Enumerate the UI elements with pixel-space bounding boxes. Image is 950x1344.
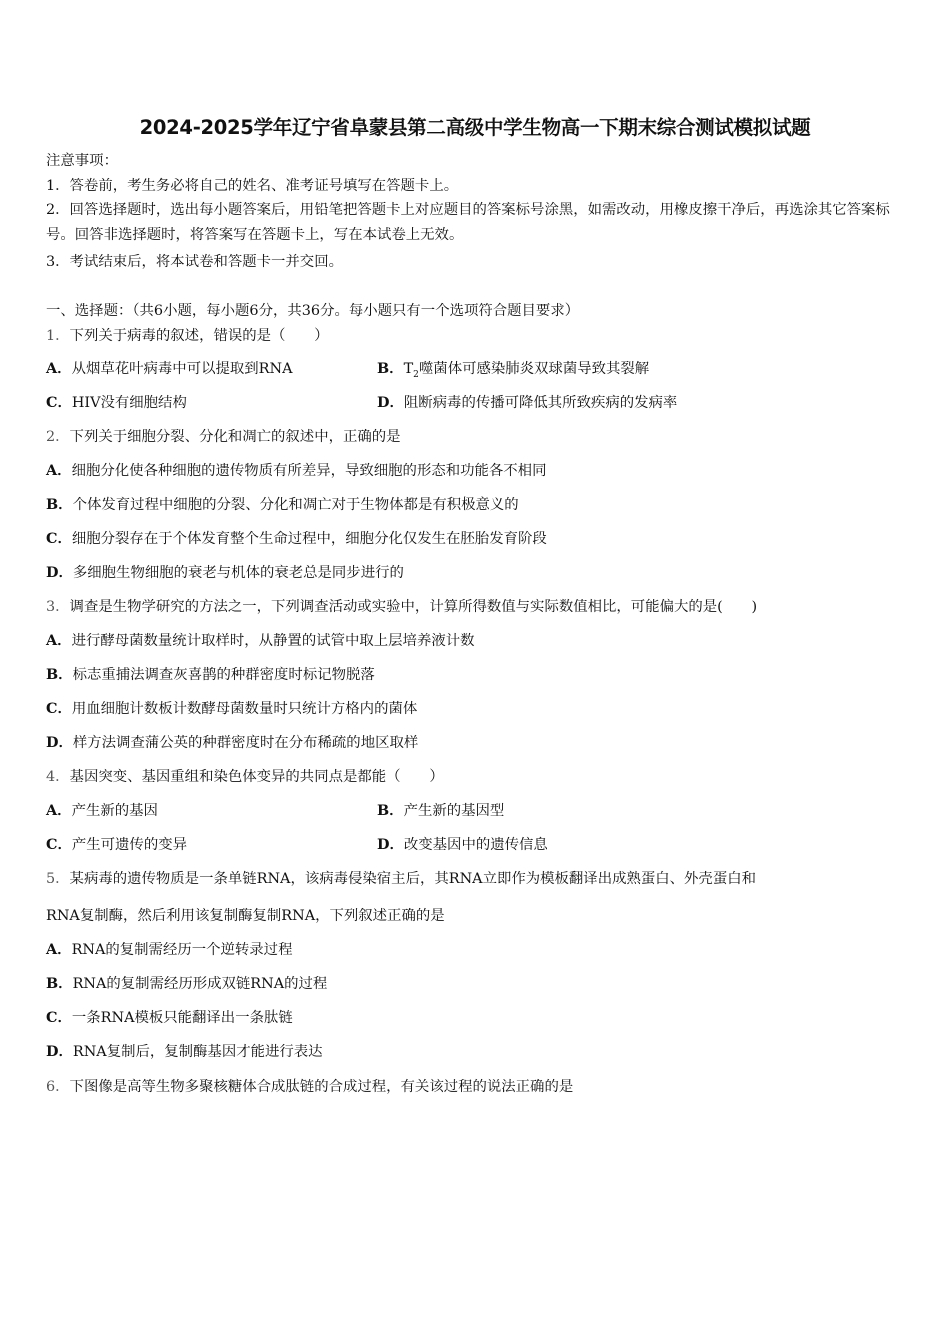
option-label: C．: [46, 394, 72, 411]
option-label: A．: [46, 802, 72, 819]
option-text: 噬菌体可感染肺炎双球菌导致其裂解: [418, 361, 650, 377]
question-text: 调查是生物学研究的方法之一，下列调查活动或实验中，计算所得数值与实际数值相比，可能偏大的是( ): [69, 599, 758, 615]
option-label: D．: [377, 836, 404, 853]
option-label: B．: [377, 802, 404, 819]
option: [377, 359, 649, 385]
option-label: A．: [46, 941, 72, 958]
option-label: D．: [377, 394, 404, 411]
option-subscript: 2: [413, 369, 419, 380]
option-text: 从烟草花叶病毒中可以提取到RNA: [71, 361, 293, 377]
option-text: 进行酵母菌数量统计取样时，从静置的试管中取上层培养液计数: [71, 633, 475, 649]
question-number: 4．: [46, 769, 70, 785]
option: [46, 495, 519, 515]
option: [46, 835, 187, 855]
option-label: B．: [46, 496, 73, 513]
option-text: 产生可遗传的变异: [71, 837, 187, 853]
option-text: 细胞分裂存在于个体发育整个生命过程中，细胞分化仅发生在胚胎发育阶段: [71, 531, 547, 547]
notice-item: 1．答卷前，考生务必将自己的姓名、准考证号填写在答题卡上。: [46, 178, 459, 194]
option: [377, 393, 677, 413]
question-text: 某病毒的遗传物质是一条单链RNA，该病毒侵染宿主后，其RNA立即作为模板翻译出成熟蛋白、外壳蛋白和: [69, 871, 756, 887]
question-text: 下列关于细胞分裂、分化和凋亡的叙述中，正确的是: [69, 429, 401, 445]
option: [46, 631, 475, 651]
option: [46, 461, 546, 481]
option-text: 标志重捕法调查灰喜鹊的种群密度时标记物脱落: [72, 667, 375, 683]
question-number: 1．: [46, 328, 70, 344]
option-text: 产生新的基因: [71, 803, 158, 819]
option: [377, 835, 548, 855]
option-label: D．: [46, 1043, 73, 1060]
question-number: 3．: [46, 599, 70, 615]
question-stem-continued: RNA复制酶，然后利用该复制酶复制RNA，下列叙述正确的是: [46, 908, 445, 924]
option-label: D．: [46, 564, 73, 581]
question-text: 下列关于病毒的叙述，错误的是（ ）: [69, 328, 329, 344]
question-number: 6．: [46, 1079, 70, 1095]
question-number: 5．: [46, 871, 70, 887]
option-label: A．: [46, 360, 72, 377]
option-label: D．: [46, 734, 73, 751]
option-label: C．: [46, 530, 72, 547]
option: [46, 974, 327, 994]
page-title: 2024-2025学年辽宁省阜蒙县第二高级中学生物高一下期末综合测试模拟试题: [139, 116, 811, 139]
option-text: RNA的复制需经历一个逆转录过程: [71, 942, 293, 958]
option: [46, 733, 418, 753]
question-stem: [46, 869, 756, 889]
question-text: 基因突变、基因重组和染色体变异的共同点是都能（ ）: [69, 769, 444, 785]
notice-heading: 注意事项：: [46, 153, 118, 169]
option-text: 个体发育过程中细胞的分裂、分化和凋亡对于生物体都是有积极意义的: [72, 497, 519, 513]
option-label: C．: [46, 700, 72, 717]
option-text: 样方法调查蒲公英的种群密度时在分布稀疏的地区取样: [72, 735, 419, 751]
option-text: RNA复制后，复制酶基因才能进行表达: [72, 1044, 323, 1060]
option: [46, 1008, 293, 1028]
option-label: B．: [46, 666, 73, 683]
option: [46, 1042, 323, 1062]
option: [46, 665, 375, 685]
option: [46, 529, 547, 549]
option: [46, 699, 417, 719]
section-heading: 一、选择题：（共6小题，每小题6分，共36分。每小题只有一个选项符合题目要求）: [46, 303, 580, 319]
option: [46, 393, 187, 413]
question-stem: [46, 326, 329, 346]
option: [377, 801, 504, 821]
option-text: HIV没有细胞结构: [71, 395, 187, 411]
option-label: C．: [46, 1009, 72, 1026]
option-text: 多细胞生物细胞的衰老与机体的衰老总是同步进行的: [72, 565, 404, 581]
notice-item: 2．回答选择题时，选出每小题答案后，用铅笔把答题卡上对应题目的答案标号涂黑，如需改动，用橡皮擦干净后，再选涂其它答案标号。回答非选择题时，将答案写在答题卡上，写在本试卷上无效。: [46, 202, 890, 243]
question-text: 下图像是高等生物多聚核糖体合成肽链的合成过程，有关该过程的说法正确的是: [69, 1079, 574, 1095]
option-text: RNA的复制需经历形成双链RNA的过程: [72, 976, 328, 992]
question-stem: [46, 767, 444, 787]
option-text: 用血细胞计数板计数酵母菌数量时只统计方格内的菌体: [71, 701, 418, 717]
option-text: 一条RNA模板只能翻译出一条肽链: [71, 1010, 293, 1026]
option: [46, 563, 404, 583]
question-stem: [46, 597, 757, 617]
option-text: 阻断病毒的传播可降低其所致疾病的发病率: [403, 395, 678, 411]
question-number: 2．: [46, 429, 70, 445]
option-label: A．: [46, 632, 72, 649]
option-label: C．: [46, 836, 72, 853]
option: [46, 940, 292, 960]
question-stem: [46, 427, 401, 447]
question-stem: [46, 1077, 573, 1097]
notice-item: 3．考试结束后，将本试卷和答题卡一并交回。: [46, 254, 343, 270]
option: [46, 801, 158, 821]
option-label: A．: [46, 462, 72, 479]
option-label: B．: [46, 975, 73, 992]
option: [46, 359, 292, 379]
option-text: 细胞分化使各种细胞的遗传物质有所差异，导致细胞的形态和功能各不相同: [71, 463, 547, 479]
option-label: B．: [377, 360, 404, 377]
option-text-prefix: T: [403, 361, 414, 377]
option-text: 产生新的基因型: [403, 803, 505, 819]
option-text: 改变基因中的遗传信息: [403, 837, 548, 853]
